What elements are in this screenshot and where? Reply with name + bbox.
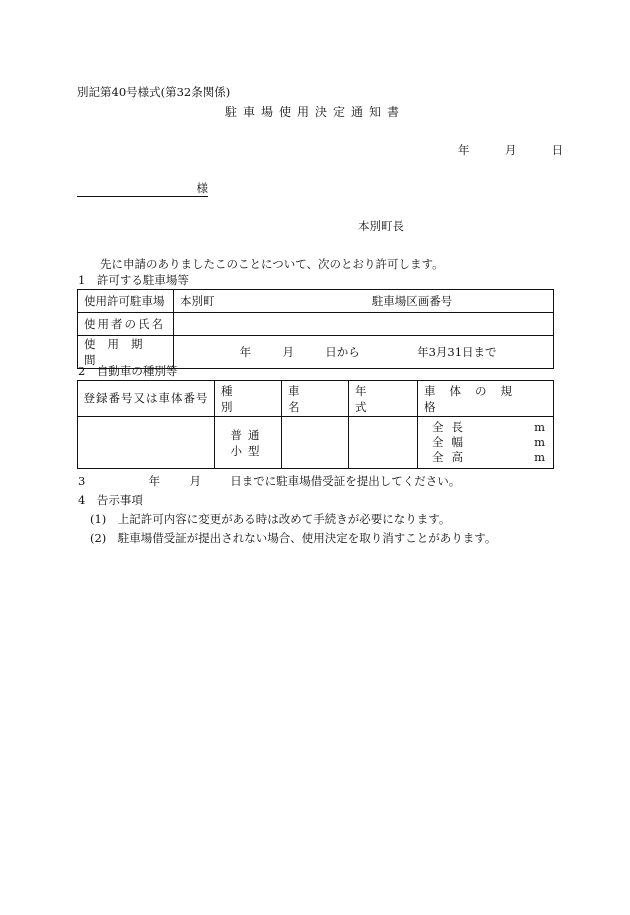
reg-number-cell xyxy=(78,417,215,469)
note-1: (1) 上記許可内容に変更がある時は改めて手続きが必要になります。 xyxy=(90,512,451,526)
section2-heading: 2 自動車の種別等 xyxy=(78,364,178,378)
car-name-header: 車名 xyxy=(282,381,349,417)
user-name-value xyxy=(174,313,554,336)
intro-text: 先に申請のありましたこのことについて、次のとおり許可します。 xyxy=(100,257,444,271)
section3-line: 3 年 月 日までに駐車場借受証を提出してください。 xyxy=(78,474,461,488)
form-id: 別記第40号様式(第32条関係) xyxy=(77,85,231,99)
dim-width: 全幅 m xyxy=(432,435,545,449)
issuer: 本別町長 xyxy=(358,219,404,233)
type-header: 種別 xyxy=(215,381,282,417)
permit-lot-label: 使用許可駐車場 xyxy=(78,290,174,313)
table-row xyxy=(78,381,554,417)
lot-number-label: 駐車場区画番号 xyxy=(371,294,453,308)
table-row xyxy=(78,417,554,469)
date-day: 日 xyxy=(551,143,564,157)
vehicle-table xyxy=(77,380,554,469)
period-label: 使用期間 xyxy=(78,336,174,369)
table-row xyxy=(78,313,554,336)
table-row xyxy=(78,290,554,313)
dim-height: 全高 m xyxy=(432,450,545,464)
user-name-label: 使用者の氏名 xyxy=(78,313,174,336)
date-year: 年 xyxy=(458,143,470,157)
type-cell xyxy=(215,417,282,469)
date-month: 月 xyxy=(504,143,517,157)
dim-length: 全長 m xyxy=(432,420,545,434)
reg-number-header: 登録番号又は車体番号 xyxy=(78,381,215,417)
permit-table xyxy=(77,289,554,369)
car-name-cell xyxy=(282,417,349,469)
period-value: 年 月 日から 年3月31日まで xyxy=(174,336,554,369)
body-spec-cell xyxy=(418,417,554,469)
type-regular: 普通 xyxy=(230,427,266,442)
model-year-cell xyxy=(349,417,418,469)
section4-heading: 4 告示事項 xyxy=(78,493,143,507)
model-year-header: 年式 xyxy=(349,381,418,417)
date-line xyxy=(458,142,563,158)
document-title: 駐車場使用決定通知書 xyxy=(224,105,405,119)
permit-lot-value: 本別町 駐車場区画番号 xyxy=(174,290,554,313)
note-2: (2) 駐車場借受証が提出されない場合、使用決定を取り消すことがあります。 xyxy=(90,531,497,545)
body-spec-header: 車体の規格 xyxy=(418,381,554,417)
type-small: 小型 xyxy=(230,443,266,458)
section1-heading: 1 許可する駐車場等 xyxy=(78,273,189,287)
addressee-suffix: 様 xyxy=(196,181,208,195)
addressee-line xyxy=(77,180,208,197)
